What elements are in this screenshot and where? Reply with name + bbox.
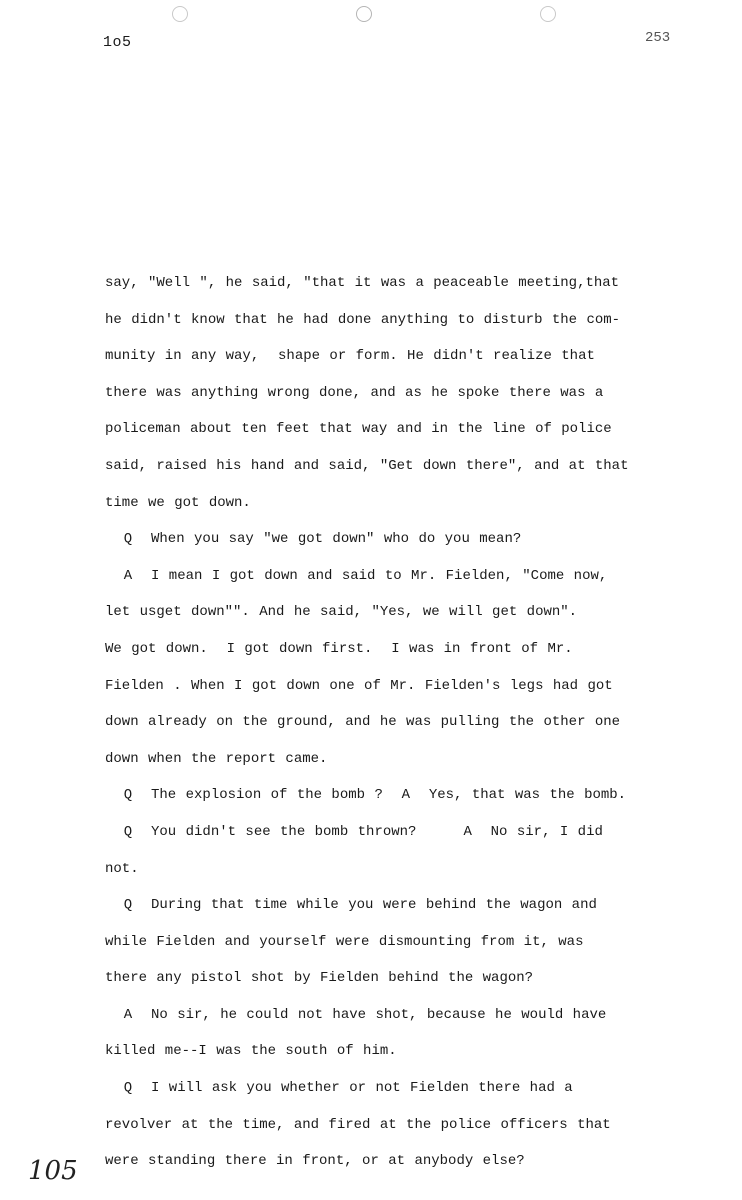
page-number-right: 253 bbox=[645, 30, 671, 46]
text-line: time we got down. bbox=[105, 494, 251, 511]
text-line: munity in any way, shape or form. He didn't realize that bbox=[105, 348, 595, 365]
question-line: Q You didn't see the bomb thrown? A No sir, I did bbox=[105, 823, 603, 840]
text-line: down already on the ground, and he was pulling the other one bbox=[105, 714, 621, 731]
punch-hole-mark bbox=[540, 6, 556, 22]
text-line: there was anything wrong done, and as he spoke there was a bbox=[105, 384, 604, 401]
text-line: policeman about ten feet that way and in the line of police bbox=[105, 421, 612, 438]
text-line: revolver at the time, and fired at the police officers that bbox=[105, 1116, 611, 1133]
text-line: he didn't know that he had done anything to disturb the com- bbox=[105, 311, 621, 328]
text-line: there any pistol shot by Fielden behind the wagon? bbox=[105, 970, 534, 987]
text-line: say, "Well ", he said, "that it was a peaceable meeting,that bbox=[105, 275, 620, 291]
answer-line: A No sir, he could not have shot, because he would have bbox=[105, 1006, 607, 1023]
text-line: killed me--I was the south of him. bbox=[105, 1043, 397, 1060]
punch-hole-mark bbox=[172, 6, 188, 22]
question-line: Q During that time while you were behind the wagon and bbox=[105, 897, 597, 914]
text-line: were standing there in front, or at anybody else? bbox=[105, 1153, 525, 1170]
page-number-left: 1o5 bbox=[103, 34, 132, 51]
punch-hole-mark bbox=[356, 6, 372, 22]
text-line: while Fielden and yourself were dismounting from it, was bbox=[105, 933, 584, 950]
text-line: let usget down"". And he said, "Yes, we will get down". bbox=[105, 604, 578, 621]
answer-line: A I mean I got down and said to Mr. Fielden, "Come now, bbox=[105, 567, 608, 584]
text-line: down when the report came. bbox=[105, 750, 328, 767]
question-line: Q The explosion of the bomb ? A Yes, that was the bomb. bbox=[105, 787, 627, 804]
text-line: not. bbox=[105, 860, 139, 877]
text-line: Fielden . When I got down one of Mr. Fielden's legs had got bbox=[105, 677, 613, 694]
testimony-text bbox=[105, 265, 695, 1180]
question-line: Q I will ask you whether or not Fielden there had a bbox=[105, 1080, 573, 1097]
handwritten-page-number: 105 bbox=[28, 1156, 78, 1186]
text-line: said, raised his hand and said, "Get down there", and at that bbox=[105, 457, 629, 474]
text-line: We got down. I got down first. I was in front of Mr. bbox=[105, 640, 573, 657]
question-line: Q When you say "we got down" who do you mean? bbox=[105, 531, 522, 548]
